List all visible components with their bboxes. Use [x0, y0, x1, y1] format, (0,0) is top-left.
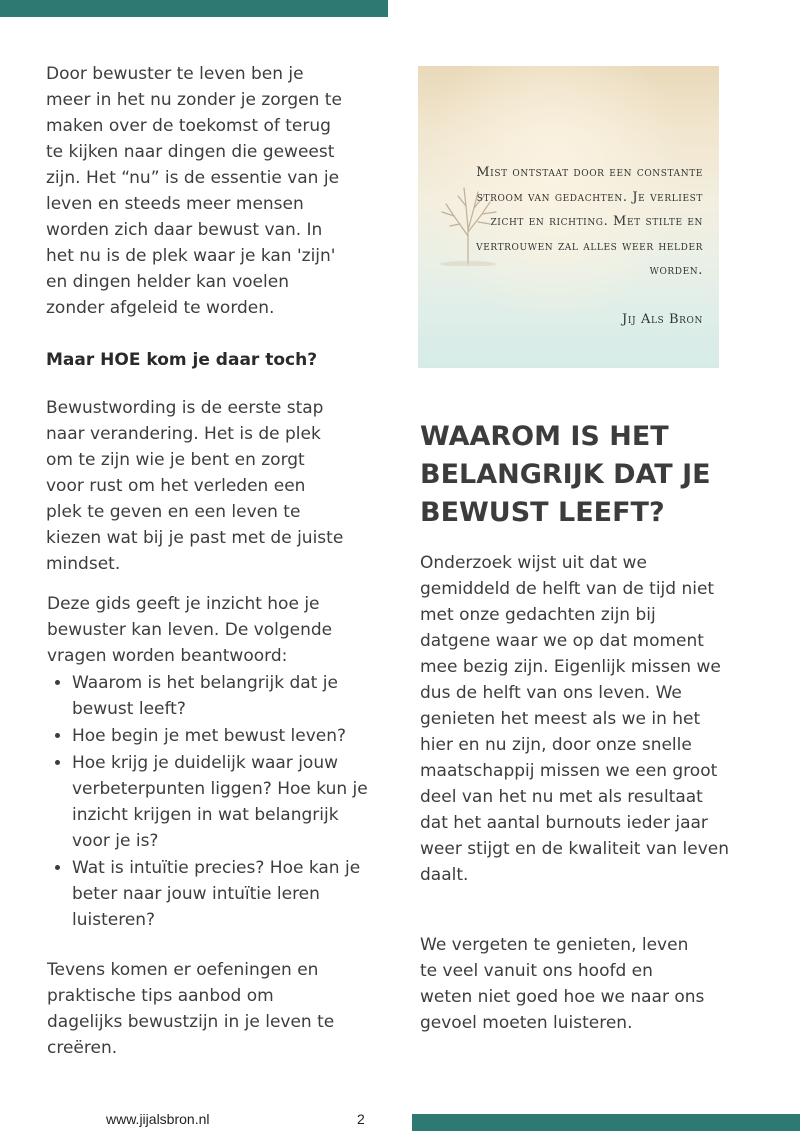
intro-paragraph: Door bewuster te leven ben je meer in het nu zonder je zorgen te maken over de toekomst of terug te kijken naar dingen die geweest zijn. Het “nu” is de essentie van je leven en steeds meer mensen worden zich daar bewust van. In het nu is de plek waar je kan 'zijn' en dingen helder kan voelen zonder afgeleid te worden. — [46, 64, 342, 318]
guide-intro-paragraph: Deze gids geeft je inzicht hoe je bewuster kan leven. De volgende vragen worden beantwoord: — [47, 594, 333, 666]
quote-author: Jij Als Bron — [622, 312, 703, 327]
research-paragraph: Onderzoek wijst uit dat we gemiddeld de helft van de tijd niet met onze gedachten zijn bij datgene waar we op dat moment mee bezig zijn. Eigenlijk missen we dus de helft van ons leven. We genieten het meest als we in het hier en nu zijn, door onze snelle maatschappij missen we een groot deel van het nu met als resultaat dat het aantal burnouts ieder jaar weer stijgt en de kwaliteit van leven daalt. — [420, 553, 729, 885]
list-item: • Hoe krijg je duidelijk waar jouw verbeterpunten liggen? Hoe kun je inzicht krijgen in wat belangrijk voor je is? — [72, 750, 372, 854]
quote-card — [418, 66, 719, 368]
subheading: Maar HOE kom je daar toch? — [46, 350, 318, 370]
top-accent-bar — [0, 0, 388, 17]
list-item: • Wat is intuïtie precies? Hoe kan je beter naar jouw intuïtie leren luisteren? — [72, 855, 372, 933]
bottom-accent-bar — [412, 1114, 800, 1131]
footer-website-link[interactable]: www.jijalsbron.nl — [106, 1111, 210, 1127]
quote-text: Mist ontstaat door een constante stroom van gedachten. Je verliest zicht en richting. Met stilte en vertrouwen zal alles weer helder worden. — [476, 165, 703, 278]
list-item: • Waarom is het belangrijk dat je bewust leeft? — [72, 670, 372, 722]
closing-paragraph: Tevens komen er oefeningen en praktische tips aanbod om dagelijks bewustzijn in je leven te creëren. — [47, 960, 335, 1058]
list-item: • Hoe begin je met bewust leven? — [72, 723, 372, 749]
forget-paragraph: We vergeten te genieten, leven te veel vanuit ons hoofd en weten niet goed hoe we naar ons gevoel moeten luisteren. — [420, 935, 705, 1033]
page-number: 2 — [357, 1111, 365, 1127]
question-list — [47, 670, 372, 934]
awareness-paragraph: Bewustwording is de eerste stap naar verandering. Het is de plek om te zijn wie je bent en zorgt voor rust om het verleden een plek te geven en een leven te kiezen wat bij je past met de juiste mindset. — [46, 398, 344, 574]
section-heading: WAAROM IS HET BELANGRIJK DAT JE BEWUST LEEFT? — [420, 421, 711, 528]
